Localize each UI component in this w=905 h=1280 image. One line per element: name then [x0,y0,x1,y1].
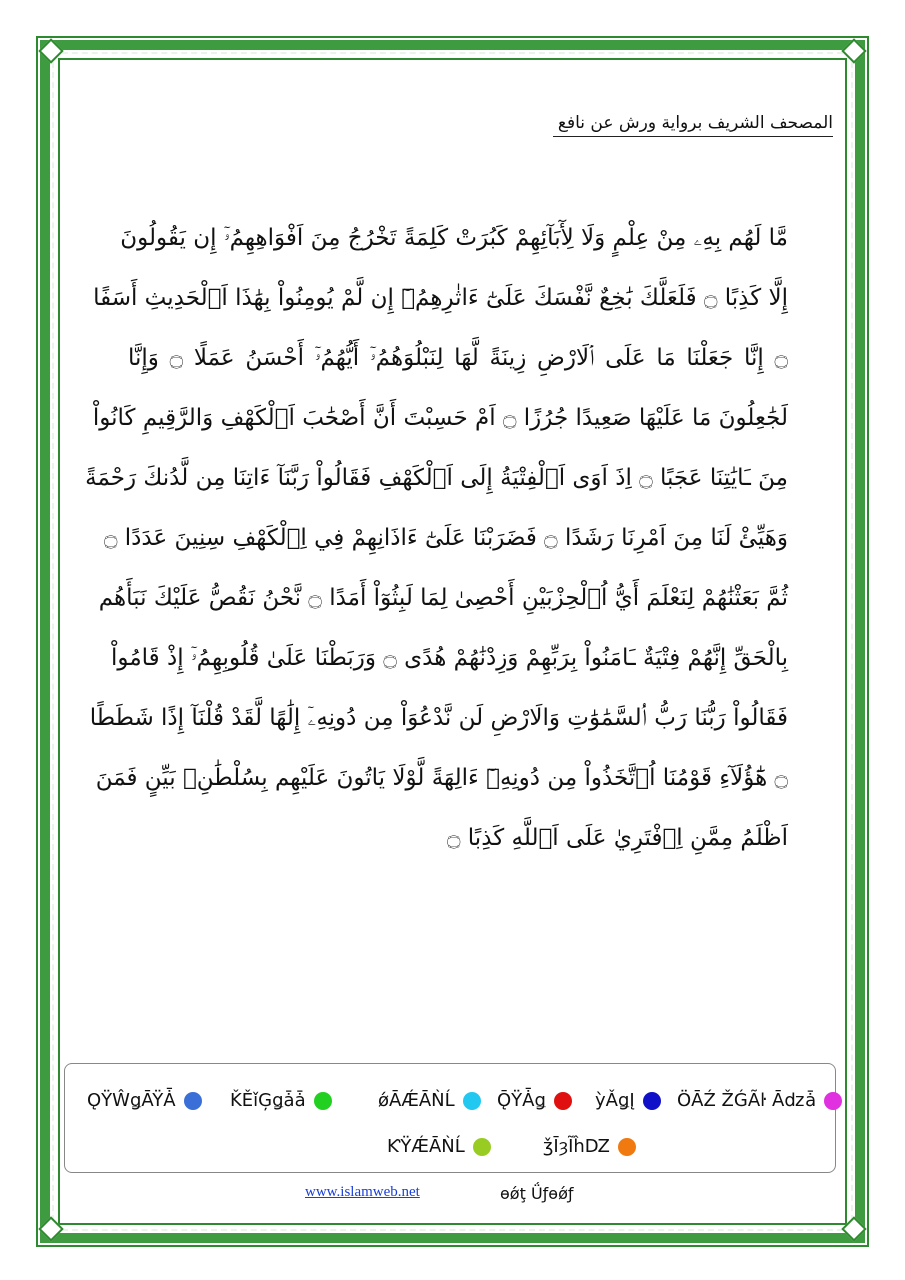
legend-item [378,1090,481,1111]
legend-color-dot [643,1092,661,1110]
verse-line: إِلَّا كَذِبًا ۝ فَلَعَلَّكَ بَٰخِعٌ نَّفْسَكَ عَلَىٰٓ ءَاثٰرِهِمُۥٓ إِن لَّمْ يُومِنُواْ بِهَٰذَا اَ۬لْحَدِيثِ أَسَفًا [93,285,788,311]
verse-line: فَقَالُواْ رَبُّنَا رَبُّ اُ۬لسَّمَٰوَٰتِ وَالَارْضِ لَن نَّدْعُوَاْ مِن دُونِهِۦٓ إِلَٰهًا لَّقَدْ قُلْنَآ إِذًا شَطَطًا [89,705,788,731]
legend-label: ǿĀǼĀǸĹ [378,1090,455,1111]
quran-verses-block [85,208,788,868]
legend-item [87,1090,202,1111]
verse-line: لَجَٰعِلُونَ مَا عَلَيْهَا صَعِيدًا جُرُزًا ۝ اَمْ حَسِبْتَ أَنَّ أَصْحَٰبَ اَ۬لْكَهْفِ وَالرَّقِيمِ كَانُواْ [92,405,788,431]
legend-label: ƘŸǼĀǸĹ [387,1136,465,1157]
legend-color-dot [473,1138,491,1156]
legend-item [387,1136,491,1157]
legend-label: ÖĀŹ ŽǴÃŀ Āǳǡ [677,1090,817,1111]
legend-item [230,1090,332,1111]
verse-line: بِالْحَقِّ إِنَّهُمْ فِتْيَةٌ ـَامَنُواْ بِرَبِّهِمْ وَزِدْنَٰهُمْ هُدًى ۝ وَرَبَطْنَا عَلَىٰ قُلُوبِهِمُۥٓ إِذْ قَامُواْ [111,645,788,671]
legend-label: ỳǍǥĮ [595,1090,635,1111]
legend-color-dot [824,1092,842,1110]
legend-item [595,1090,661,1111]
verse-line: وَهَيِّئْ لَنَا مِنَ اَمْرِنَا رَشَدًا ۝ فَضَرَبْنَا عَلَىٰٓ ءَاذَانِهِمْ فِي اِ۬لْكَهْفِ سِنِينَ عَدَدًا ۝ [103,525,788,551]
page-number: ɵǿţ Ǘƒɵǿƒ [500,1184,574,1203]
legend-color-dot [618,1138,636,1156]
legend-color-dot [184,1092,202,1110]
legend-color-dot [554,1092,572,1110]
islamweb-link[interactable]: www.islamweb.net [305,1184,420,1200]
legend-label: ǪŸŴǥĀŸǠ [87,1090,176,1111]
legend-item [677,1090,842,1111]
verse-line: ثُمَّ بَعَثْنَٰهُمْ لِنَعْلَمَ أَيُّ اُ۬لْحِزْبَيْنِ أَحْصِىٰ لِمَا لَبِثُوٓاْ أَمَدًا ۝ نَّحْنُ نَقُصُّ عَلَيْكَ نَبَأَهُم [98,585,788,611]
verse-line: مِنَ ـَايَٰتِنَا عَجَبًا ۝ اِذَ اَوَى اَ۬لْفِتْيَةُ إِلَى اَ۬لْكَهْفِ فَقَالُواْ رَبَّنَآ ءَاتِنَا مِن لَّدُنكَ رَحْمَةً [85,465,788,491]
verse-line: ۝ إِنَّا جَعَلْنَا مَا عَلَى اَ۬لَارْضِ زِينَةً لَّهَا لِنَبْلُوَهُمُۥٓ أَيُّهُمُۥٓ أَحْسَنُ عَمَلًا ۝ وَإِنَّا [128,345,788,371]
legend-color-dot [463,1092,481,1110]
legend-label: ǯĪȝĨĥǱ [543,1136,611,1157]
verse-line: مَّا لَهُم بِهِۦ مِنْ عِلْمٍ وَلَا لِأٓبَآئِهِمْ كَبُرَتْ كَلِمَةً تَخْرُجُ مِنَ اَفْوَاهِهِمُۥٓ إِن يَقُولُونَ [120,225,788,251]
verse-line: اَظْلَمُ مِمَّنِ اِ۪فْتَرِيٰ عَلَى اَ۬للَّهِ كَذِبًا ۝ [447,825,788,851]
page-header-title: المصحف الشريف برواية ورش عن نافع [553,113,833,137]
legend-item [497,1090,572,1111]
legend-item [543,1136,636,1157]
legend-label: ǨĚǐĢǥǡǡ [230,1090,306,1111]
tajweed-color-legend [64,1063,836,1173]
legend-color-dot [314,1092,332,1110]
legend-label: ǬŸǠǥ [497,1090,546,1111]
verse-line: ۝ هَٰٓؤُلَآءِ قَوْمُنَا اُ۪تَّخَذُواْ مِن دُونِهِۦٓ ءَالِهَةً لَّوْلَا يَاتُونَ عَلَيْهِم بِسُلْطَٰنِۢ بَيِّنٍ فَمَنَ [95,765,788,791]
